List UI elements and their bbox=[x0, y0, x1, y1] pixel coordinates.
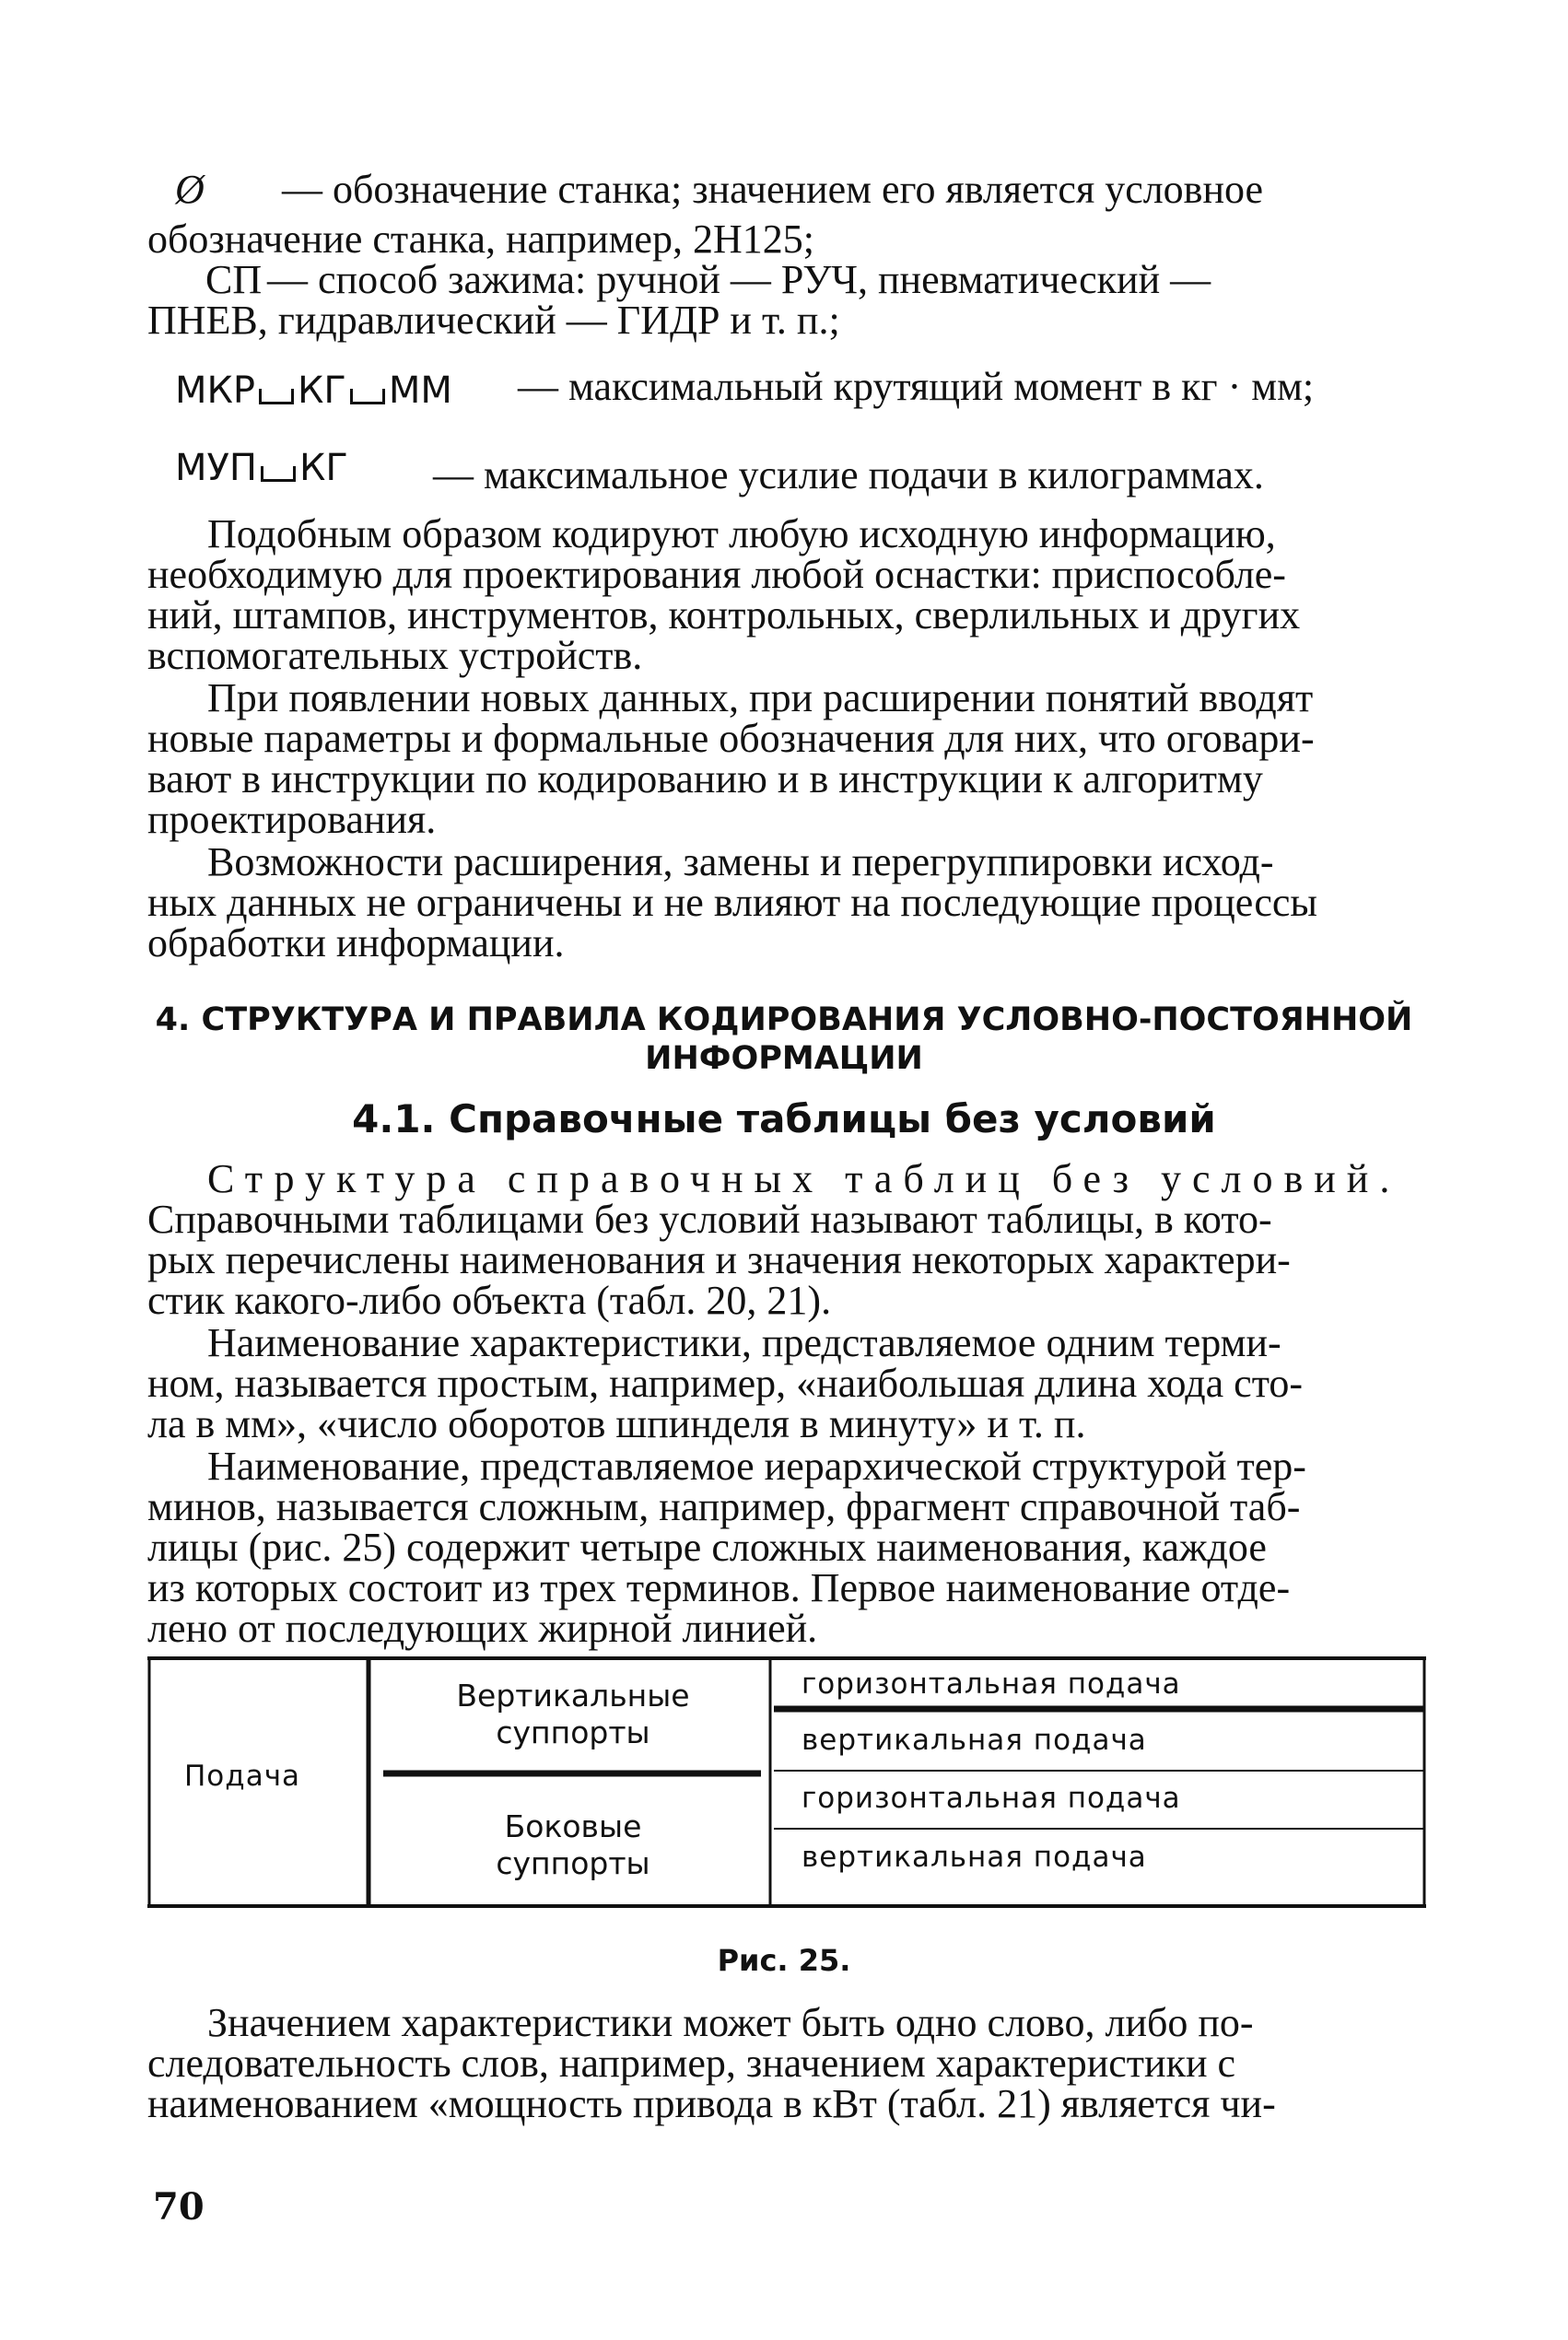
group-label-line: Вертикальные bbox=[456, 1678, 690, 1714]
section-title-line2: ИНФОРМАЦИИ bbox=[645, 1040, 923, 1077]
text-line: наименованием «мощность привода в кВт (табл. 21) является чи- bbox=[147, 2081, 1276, 2126]
text-line bbox=[207, 511, 1419, 556]
text-line: стик какого-либо объекта (табл. 20, 21). bbox=[147, 1278, 832, 1323]
group-label-line: суппорты bbox=[496, 1845, 650, 1881]
code-part: ММ bbox=[388, 369, 452, 412]
definition-text bbox=[267, 257, 1413, 302]
text-line: Наименование характеристики, представляемое одним терми- bbox=[207, 1320, 1281, 1365]
text-line: необходимую для проектирования любой оснастки: приспособле- bbox=[147, 552, 1286, 597]
table-item-cell: вертикальная подача bbox=[802, 1841, 1147, 1874]
text-line: следовательность слов, например, значением характеристики с bbox=[147, 2041, 1236, 2086]
text-line: ний, штампов, инструментов, контрольных, сверлильных и других bbox=[147, 592, 1301, 638]
table-item-cell: вертикальная подача bbox=[802, 1724, 1147, 1757]
text-line: ном, называется простым, например, «наибольшая длина хода сто- bbox=[147, 1361, 1303, 1406]
definition-continuation: ПНЕВ, гидравлический — ГИДР и т. п.; bbox=[147, 298, 840, 343]
text-line: рых перечислены наименования и значения некоторых характери- bbox=[147, 1237, 1291, 1282]
definition-continuation: обозначение станка, например, 2Н125; bbox=[147, 216, 814, 262]
text-line: минов, называется сложным, например, фрагмент справочной таб- bbox=[147, 1484, 1301, 1529]
table-root-cell: Подача bbox=[184, 1760, 301, 1793]
code-part: КГ bbox=[298, 447, 348, 489]
space-marker bbox=[350, 389, 385, 404]
group-label-line: Боковые bbox=[504, 1808, 642, 1844]
text-line: ла в мм», «число оборотов шпинделя в минуту» и т. п. bbox=[147, 1401, 1086, 1446]
text-line: лено от последующих жирной линией. bbox=[147, 1606, 818, 1651]
table-item-cell: горизонтальная подача bbox=[802, 1667, 1181, 1701]
code-torque bbox=[175, 369, 452, 412]
text-line: Возможности расширения, замены и перегруппировки исход- bbox=[207, 839, 1274, 884]
text-line: новые параметры и формальные обозначения для них, что оговари- bbox=[147, 716, 1315, 761]
table-group-cell bbox=[389, 1678, 757, 1751]
definition-text bbox=[282, 167, 1410, 212]
text-line: вспомогательных устройств. bbox=[147, 633, 643, 678]
text-line: лицы (рис. 25) содержит четыре сложных наименования, каждое bbox=[147, 1525, 1267, 1570]
text-line: обработки информации. bbox=[147, 920, 565, 965]
code-part: МУП bbox=[175, 447, 257, 489]
page-number: 70 bbox=[153, 2185, 205, 2229]
text-line: Значением характеристики может быть одно слово, либо по- bbox=[207, 2000, 1254, 2045]
table-group-cell bbox=[389, 1808, 757, 1882]
text-line: Структура справочных таблиц без условий. bbox=[207, 1156, 1401, 1201]
code-part: КГ bbox=[298, 369, 346, 412]
text-line-content: Подобным образом кодируют любую исходную информацию, bbox=[207, 511, 1276, 556]
subsection-title: 4.1. Справочные таблицы без условий bbox=[352, 1096, 1216, 1141]
space-marker bbox=[261, 466, 296, 482]
text-line: проектирования. bbox=[147, 797, 437, 842]
text-line: Справочными таблицами без условий называют таблицы, в кото- bbox=[147, 1197, 1272, 1242]
section-title: 4. СТРУКТУРА И ПРАВИЛА КОДИРОВАНИЯ УСЛОВНО-ПОСТОЯННОЙ bbox=[155, 1001, 1413, 1038]
code-part: МКР bbox=[175, 369, 256, 412]
text-line: ных данных не ограничены и не влияют на последующие процессы bbox=[147, 880, 1317, 925]
text-line: вают в инструкции по кодированию и в инструкции к алгоритму bbox=[147, 756, 1263, 801]
definition-text-content: — способ зажима: ручной — РУЧ, пневматический — bbox=[267, 257, 1211, 302]
space-marker bbox=[259, 389, 294, 404]
definition-text: — максимальное усилие подачи в килограммах. bbox=[433, 452, 1264, 497]
definition-symbol: Ø bbox=[175, 167, 205, 212]
definition-text-content: — обозначение станка; значением его является условное bbox=[282, 167, 1264, 212]
text-line: Наименование, представляемое иерархической структурой тер- bbox=[207, 1444, 1306, 1489]
text-line: из которых состоит из трех терминов. Первое наименование отде- bbox=[147, 1565, 1291, 1610]
figure-caption: Рис. 25. bbox=[717, 1943, 851, 1978]
definition-symbol: СП bbox=[205, 257, 263, 302]
figure-25-table bbox=[147, 1656, 1426, 1913]
text-line: При появлении новых данных, при расширении понятий вводят bbox=[207, 675, 1314, 720]
code-feed-force bbox=[175, 447, 348, 489]
group-label-line: суппорты bbox=[496, 1714, 650, 1750]
definition-text: — максимальный крутящий момент в кг · мм; bbox=[518, 364, 1315, 409]
table-item-cell: горизонтальная подача bbox=[802, 1782, 1181, 1815]
table-lines bbox=[147, 1656, 1426, 1913]
